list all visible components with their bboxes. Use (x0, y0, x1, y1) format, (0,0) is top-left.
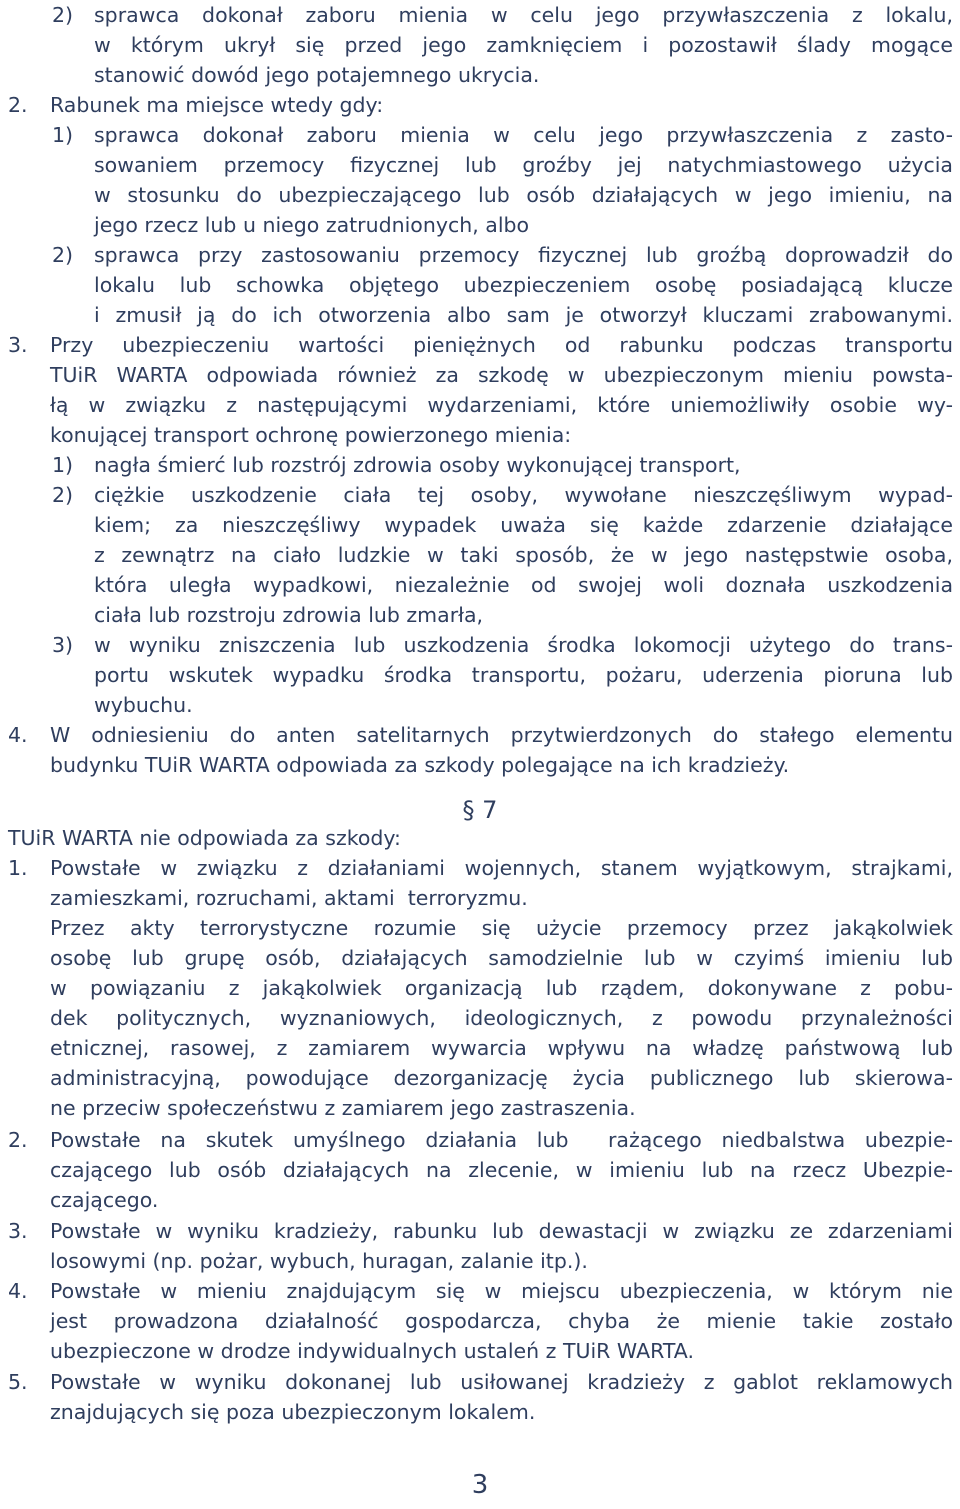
text-line: i zmusił ją do ich otworzenia albo sam je otworzył kluczami zrabowanymi. (94, 303, 953, 327)
text-line: Przez akty terrorystyczne rozumie się użycie przemocy przez jakąkolwiek (50, 916, 953, 940)
item-number: 3. (8, 333, 28, 357)
text-line: w powiązaniu z jakąkolwiek organizacją lub rządem, dokonywane z pobu- (50, 976, 953, 1000)
text-line: TUiR WARTA odpowiada również za szkodę w ubezpieczonym mieniu powsta- (50, 363, 953, 387)
text-line: TUiR WARTA nie odpowiada za szkody: (8, 826, 401, 850)
text-line: w stosunku do ubezpieczającego lub osób działających w jego imieniu, na (94, 183, 953, 207)
text-line: ne przeciw społeczeństwu z zamiarem jego zastraszenia. (50, 1096, 636, 1120)
item-number: 2. (8, 1128, 28, 1152)
text-line: Powstałe w mieniu znajdującym się w miejscu ubezpieczenia, w którym nie (50, 1279, 953, 1303)
text-line: czającego. (50, 1188, 159, 1212)
item-number: 5. (8, 1370, 28, 1394)
item-number: 2. (8, 93, 28, 117)
item-number: 2) (52, 3, 74, 27)
text-line: etnicznej, rasowej, z zamiarem wywarcia wpływu na władzę państwową lub (50, 1036, 953, 1060)
text-line: sprawca dokonał zaboru mienia w celu jego przywłaszczenia z zasto- (94, 123, 953, 147)
text-line: jego rzecz lub u niego zatrudnionych, albo (94, 213, 530, 237)
item-number: 4. (8, 1279, 28, 1303)
text-line: dek politycznych, wyznaniowych, ideologicznych, z powodu przynależności (50, 1006, 953, 1030)
text-line: lokalu lub schowka objętego ubezpieczeniem osobę posiadającą klucze (94, 273, 953, 297)
text-line: z zewnątrz na ciało ludzkie w taki sposób, że w jego następstwie osoba, (94, 543, 953, 567)
text-line: zamieszkami, rozruchami, aktami terroryzmu. (50, 886, 528, 910)
page-number: 3 (471, 1470, 489, 1500)
text-line: stanowić dowód jego potajemnego ukrycia. (94, 63, 540, 87)
text-line: Powstałe na skutek umyślnego działania lub rażącego niedbalstwa ubezpie- (50, 1128, 953, 1152)
text-line: jest prowadzona działalność gospodarcza, chyba że mienie takie zostało (50, 1309, 953, 1333)
item-number: 4. (8, 723, 28, 747)
text-line: ciała lub rozstroju zdrowia lub zmarła, (94, 603, 484, 627)
section-heading: § 7 (462, 796, 498, 824)
item-number: 1. (8, 856, 28, 880)
text-line: czającego lub osób działających na zlecenie, w imieniu lub na rzecz Ubezpie- (50, 1158, 953, 1182)
text-line: w wyniku zniszczenia lub uszkodzenia środka lokomocji użytego do trans- (94, 633, 953, 657)
item-number: 2) (52, 483, 74, 507)
text-line: Powstałe w wyniku dokonanej lub usiłowanej kradzieży z gablot reklamowych (50, 1370, 953, 1394)
text-line: kiem; za nieszczęśliwy wypadek uważa się każde zdarzenie działające (94, 513, 953, 537)
text-line: Przy ubezpieczeniu wartości pieniężnych od rabunku podczas transportu (50, 333, 953, 357)
text-line: ciężkie uszkodzenie ciała tej osoby, wywołane nieszczęśliwym wypad- (94, 483, 953, 507)
text-line: łą w związku z następującymi wydarzeniami, które uniemożliwiły osobie wy- (50, 393, 953, 417)
item-number: 3) (52, 633, 74, 657)
text-line: administracyjną, powodujące dezorganizację życia publicznego lub skierowa- (50, 1066, 953, 1090)
text-line: sprawca przy zastosowaniu przemocy fizycznej lub groźbą doprowadził do (94, 243, 953, 267)
text-line: nagła śmierć lub rozstrój zdrowia osoby wykonującej transport, (94, 453, 741, 477)
item-number: 3. (8, 1219, 28, 1243)
text-line: budynku TUiR WARTA odpowiada za szkody polegające na ich kradzieży. (50, 753, 790, 777)
text-line: osobę lub grupę osób, działających samodzielnie lub w czyimś imieniu lub (50, 946, 953, 970)
text-line: ubezpieczone w drodze indywidualnych ustaleń z TUiR WARTA. (50, 1339, 694, 1363)
text-line: w którym ukrył się przed jego zamknięciem i pozostawił ślady mogące (94, 33, 953, 57)
text-line: konującej transport ochronę powierzonego mienia: (50, 423, 572, 447)
text-line: sprawca dokonał zaboru mienia w celu jego przywłaszczenia z lokalu, (94, 3, 953, 27)
text-line: Powstałe w związku z działaniami wojennych, stanem wyjątkowym, strajkami, (50, 856, 953, 880)
text-line: portu wskutek wypadku środka transportu, pożaru, uderzenia pioruna lub (94, 663, 953, 687)
item-number: 2) (52, 243, 74, 267)
text-line: W odniesieniu do anten satelitarnych przytwierdzonych do stałego elementu (50, 723, 953, 747)
text-line: Rabunek ma miejsce wtedy gdy: (50, 93, 384, 117)
text-line: Powstałe w wyniku kradzieży, rabunku lub dewastacji w związku ze zdarzeniami (50, 1219, 953, 1243)
item-number: 1) (52, 123, 74, 147)
text-line: losowymi (np. pożar, wybuch, huragan, zalanie itp.). (50, 1249, 588, 1273)
text-line: znajdujących się poza ubezpieczonym lokalem. (50, 1400, 536, 1424)
text-line: która uległa wypadkowi, niezależnie od swojej woli doznała uszkodzenia (94, 573, 953, 597)
item-number: 1) (52, 453, 74, 477)
text-line: wybuchu. (94, 693, 193, 717)
text-line: sowaniem przemocy fizycznej lub groźby jej natychmiastowego użycia (94, 153, 953, 177)
